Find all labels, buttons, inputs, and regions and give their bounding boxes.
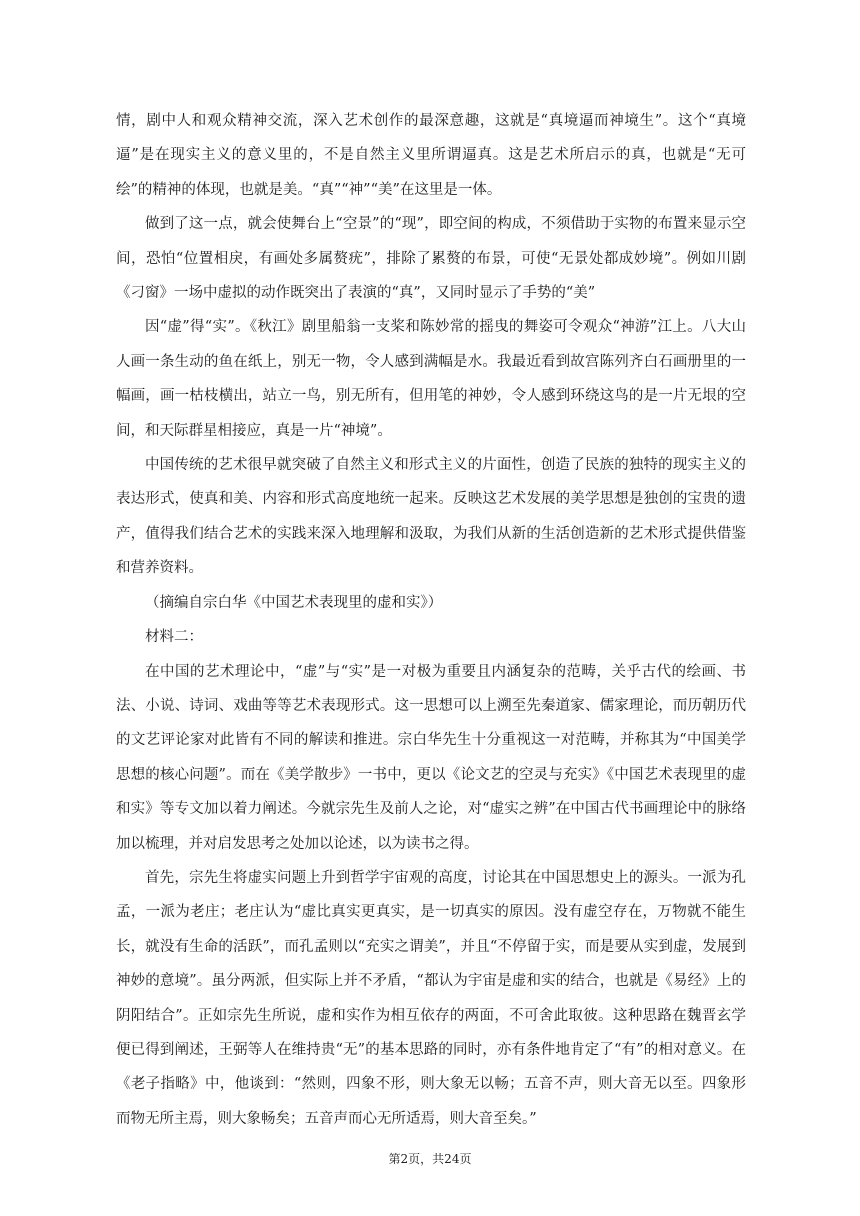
document-page <box>116 104 746 1136</box>
paragraph-4: 中国传统的艺术很早就突破了自然主义和形式主义的片面性，创造了民族的独特的现实主义的表达形式，使真和美、内容和形式高度地统一起来。反映这艺术发展的美学思想是独创的宝贵的遗产，值得我们结合艺术的实践来深入地理解和汲取，为我们从新的生活创造新的艺术形式提供借鉴和营养资料。 <box>116 457 746 577</box>
source-citation: （摘编自宗白华《中国艺术表现里的虚和实》） <box>145 594 443 611</box>
paragraph-1: 情，剧中人和观众精神交流，深入艺术创作的最深意趣，这就是“真境逼而神境生”。这个“真境逼”是在现实主义的意义里的，不是自然主义里所谓逼真。这是艺术所启示的真，也就是“无可绘”的精神的体现，也就是美。“真”“神”“美”在这里是一体。 <box>116 113 746 198</box>
section-heading-material-2: 材料二： <box>145 629 203 646</box>
paragraph-3: 因“虚”得“实”。《秋江》剧里船翁一支桨和陈妙常的摇曳的舞姿可令观众“神游”江上。八大山人画一条生动的鱼在纸上，别无一物，令人感到满幅是水。我最近看到故宫陈列齐白石画册里的一幅画，画一枯枝横出，站立一鸟，别无所有，但用笔的神妙，令人感到环绕这鸟的是一片无垠的空间，和天际群星相接应，真是一片“神境”。 <box>116 319 746 439</box>
paragraph-5: 在中国的艺术理论中，“虚”与“实”是一对极为重要且内涵复杂的范畴，关乎古代的绘画、书法、小说、诗词、戏曲等等艺术表现形式。这一思想可以上溯至先秦道家、儒家理论，而历朝历代的文艺评论家对此皆有不同的解读和推进。宗白华先生十分重视这一对范畴，并称其为“中国美学思想的核心问题”。而在《美学散步》一书中，更以《论文艺的空灵与充实》《中国艺术表现里的虚和实》等专文加以着力阐述。今就宗先生及前人之论，对“虚实之辨”在中国古代书画理论中的脉络加以梳理，并对启发思考之处加以论述，以为读书之得。 <box>116 663 746 852</box>
paragraph-6: 首先，宗先生将虚实问题上升到哲学宇宙观的高度，讨论其在中国思想史上的源头。一派为孔孟，一派为老庄；老庄认为“虚比真实更真实，是一切真实的原因。没有虚空存在，万物就不能生长，就没有生命的活跃”，而孔孟则以“充实之谓美”，并且“不停留于实，而是要从实到虚，发展到神妙的意境”。虽分两派，但实际上并不矛盾，“都认为宇宙是虚和实的结合，也就是《易经》上的阴阳结合”。正如宗先生所说，虚和实作为相互依存的两面，不可舍此取彼。这种思路在魏晋玄学便已得到阐述，王弼等人在维持贵“无”的基本思路的同时，亦有条件地肯定了“有”的相对意义。在《老子指略》中，他谈到：“然则，四象不形，则大象无以畅；五音不声，则大音无以至。四象形而物无所主焉，则大象畅矣；五音声而心无所适焉，则大音至矣。” <box>116 869 746 1127</box>
page-number-footer: 第2页，共24页 <box>388 1152 472 1166</box>
paragraph-2: 做到了这一点，就会使舞台上“空景”的“现”，即空间的构成，不须借助于实物的布置来显示空间，恐怕“位置相戾，有画处多属赘疣”，排除了累赘的布景，可使“无景处都成妙境”。例如川剧《刁窗》一场中虚拟的动作既突出了表演的“真”，又同时显示了手势的“美” <box>116 216 746 302</box>
